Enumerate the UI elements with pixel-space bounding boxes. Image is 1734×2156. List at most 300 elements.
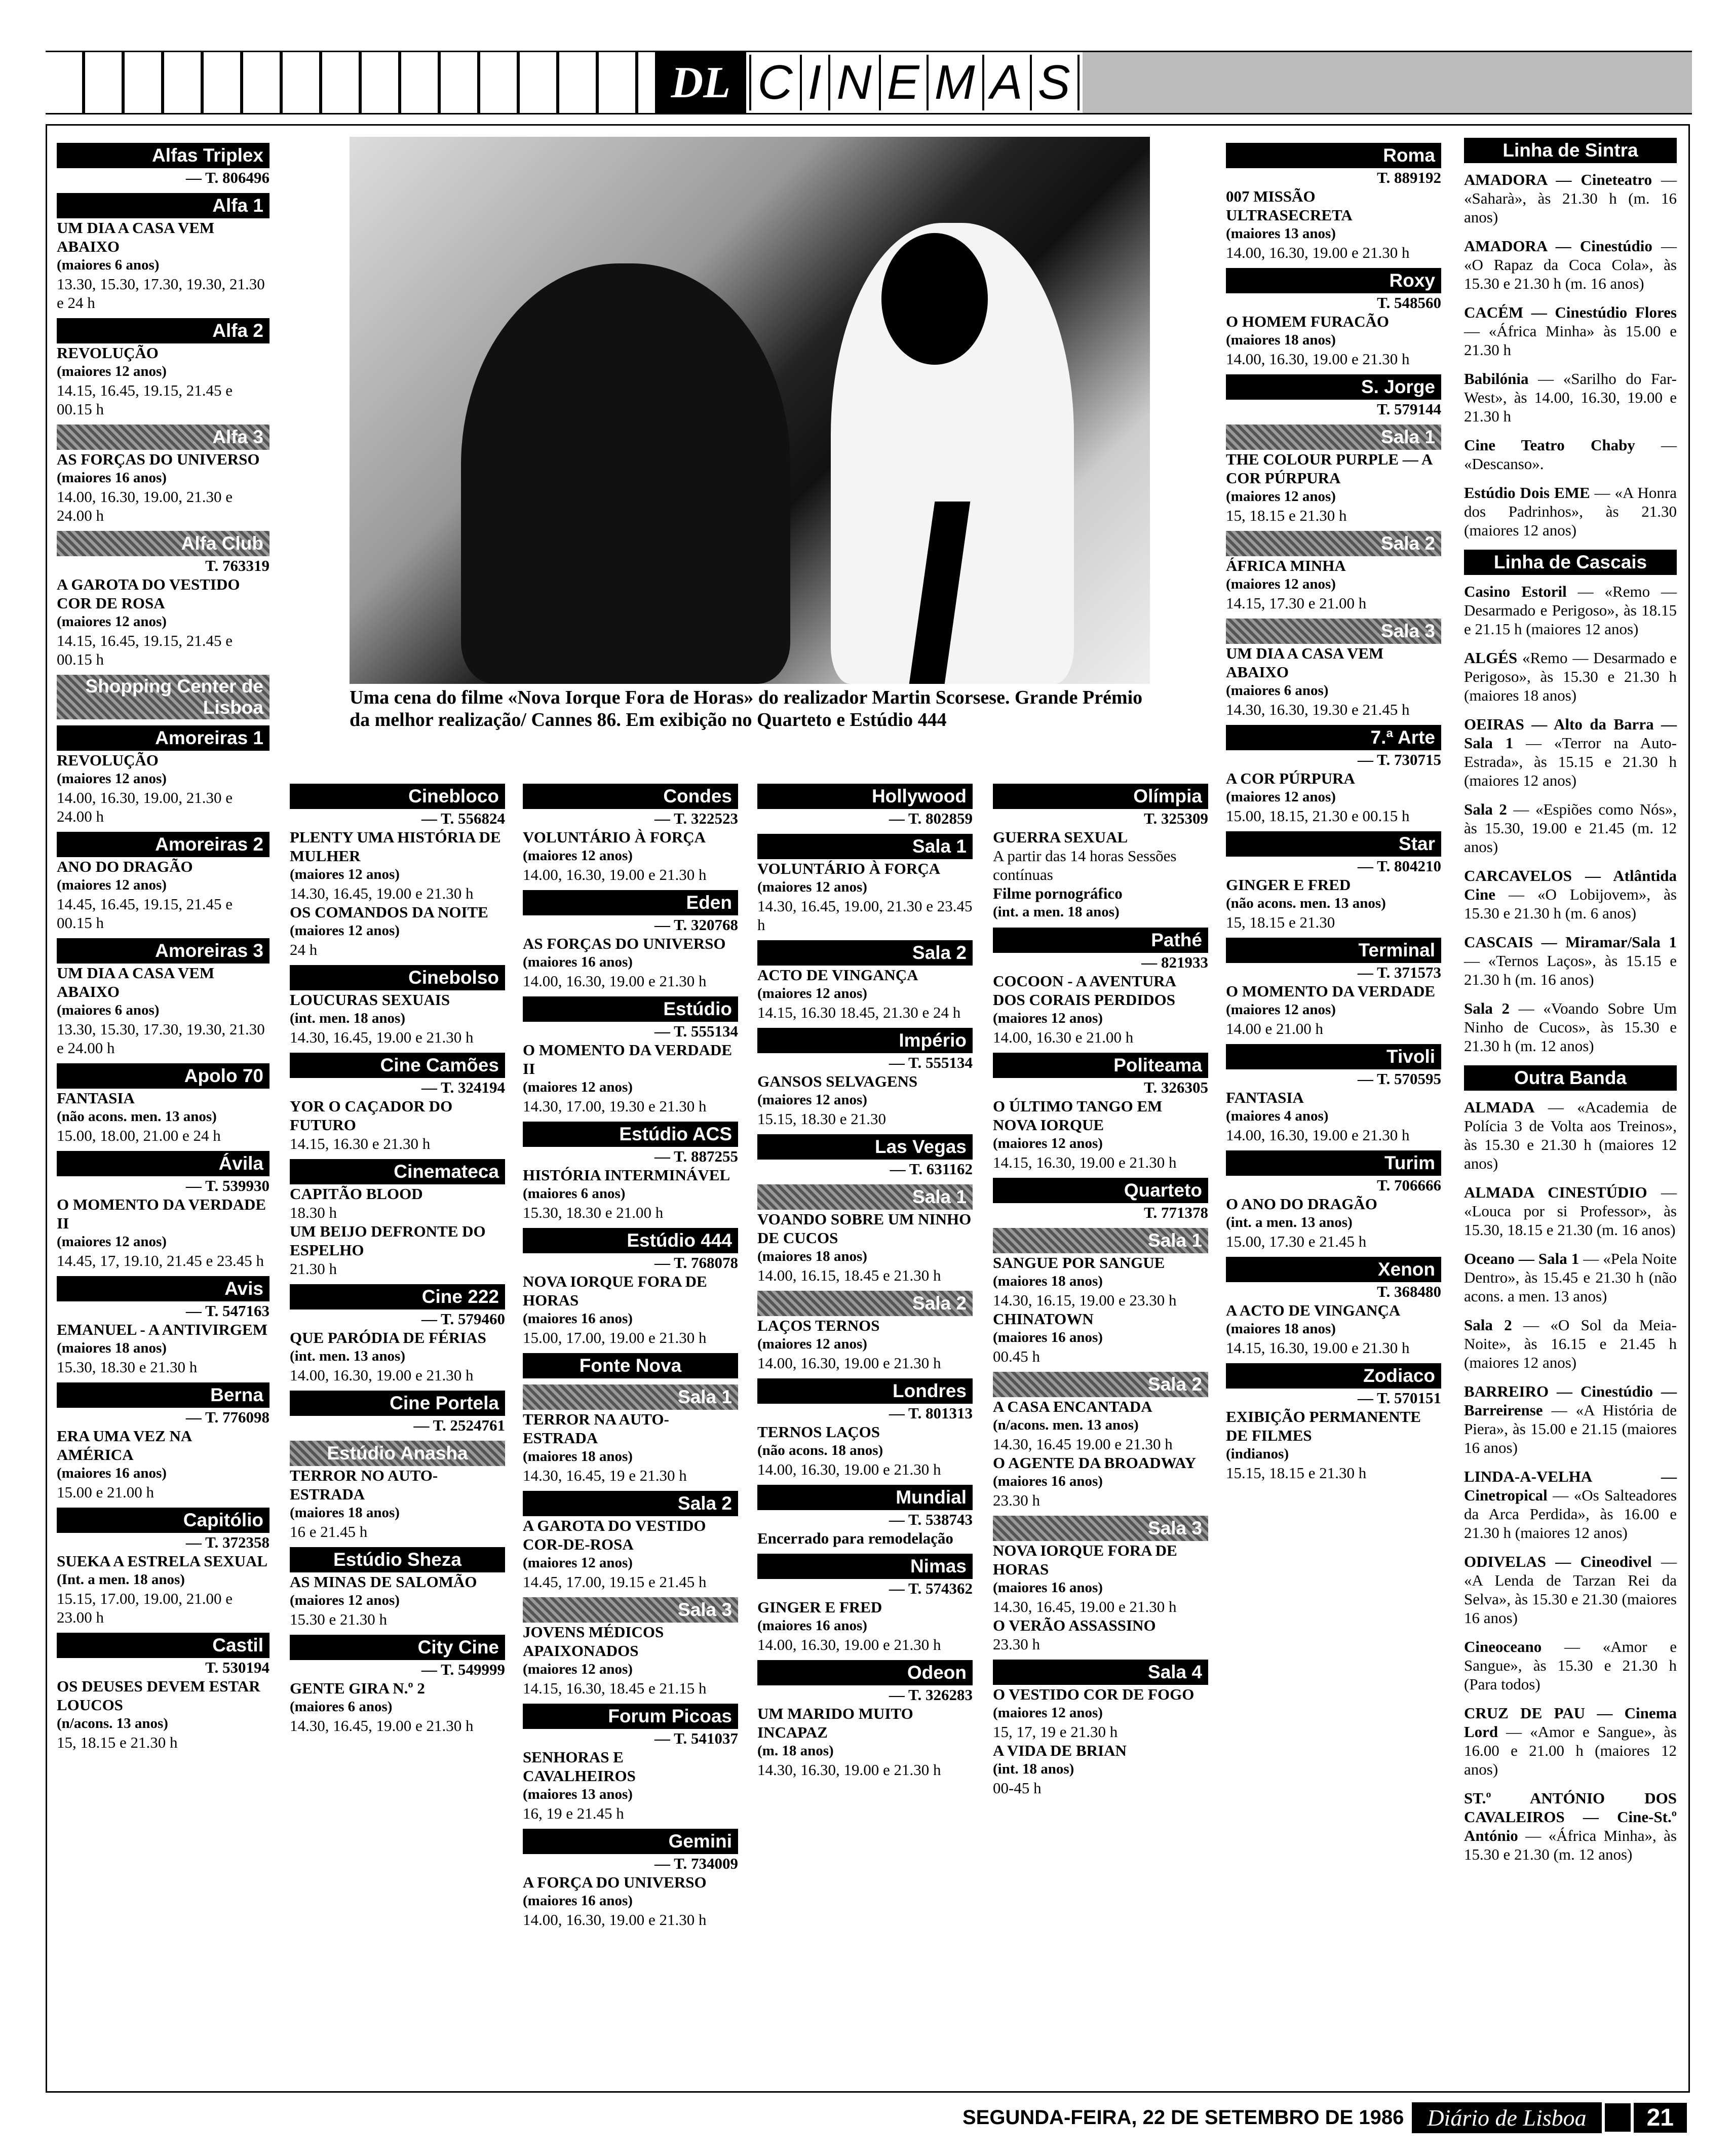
film-title: THE COLOUR PURPLE — A COR PÚRPURA [1226,450,1432,487]
age-rating: (maiores 16 anos) [57,1465,167,1481]
cinema-name: Alfas Triplex [57,143,269,168]
age-rating: (maiores 6 anos) [290,1699,393,1715]
regional-cinema-programme: — «Os Salteadores da Arca Perdida», às 16.00 e 21.30 h (maiores 12 anos) [1464,1486,1677,1542]
listings-column-1 [57,137,269,1754]
showtimes: 00-45 h [993,1779,1042,1797]
regional-cinema-programme: — «Amor e Sangue», às 15.30 e 21.30 h (Para todos) [1464,1638,1677,1693]
cinema-listing [757,834,973,934]
regional-cinema [1464,1183,1677,1239]
cinema-listing [290,1441,505,1541]
age-rating: (maiores 12 anos) [57,771,167,787]
age-rating: (n/acons. 13 anos) [57,1715,168,1731]
showtimes: 14.15, 16.45, 19.15, 21.45 e 00.15 h [57,381,233,418]
cinema-listing [757,1554,973,1654]
regional-cinema [1464,1382,1677,1457]
regional-cinema-programme: — «Louca por si Professor», às 15.30, 18.15 e 21.30 (m. 16 anos) [1464,1183,1677,1239]
showtimes: 14.30, 16.15, 19.00 e 23.30 h [993,1291,1177,1309]
cinema-phone: T. 763319 [205,557,269,574]
showtimes: 14.00 e 21.00 h [1226,1020,1324,1037]
cinema-listing [290,784,505,959]
showtimes: 14.15, 16.30 18.45, 21.30 e 24 h [757,1004,961,1021]
film-title: NOVA IORQUE FORA DE HORAS [523,1273,707,1309]
film-title: TERROR NO AUTO-ESTRADA [290,1467,438,1503]
showtimes: 14.00, 16.30, 19.00 e 21.30 h [757,1636,941,1653]
masthead-stripe-left [46,52,655,113]
cinema-name: Hollywood [757,784,973,809]
regional-cinema-programme: — «Terror na Auto-Estrada», às 15.15 e 21.30 h (maiores 12 anos) [1464,734,1677,789]
cinema-name: Sala 3 [993,1516,1208,1541]
age-rating: (maiores 18 anos) [1226,1321,1336,1337]
film-title: UM MARIDO MUITO INCAPAZ [757,1705,913,1741]
age-rating: (maiores 16 anos) [993,1473,1103,1489]
cinema-listing [57,832,269,932]
cinema-name: Cinebolso [290,965,505,990]
cinema-phone: — T. 806496 [185,169,269,186]
showtimes: 16, 19 e 21.45 h [523,1804,624,1822]
showtimes: 14.00, 16.30, 19.00 e 21.30 h [523,972,707,990]
film-title: CAPITÃO BLOOD [290,1185,423,1203]
cinema-listing [1226,725,1441,825]
film-title: O VERÃO ASSASSINO [993,1616,1156,1634]
film-title: Encerrado para remodelação [757,1529,953,1547]
age-rating: (maiores 12 anos) [757,985,867,1002]
film-title: OS COMANDOS DA NOITE [290,903,488,921]
cinema-listing [1226,1044,1441,1144]
age-rating: (maiores 6 anos) [523,1185,626,1202]
age-rating: (maiores 12 anos) [290,1592,400,1608]
cinema-listing [757,1028,973,1128]
age-rating: (maiores 16 anos) [757,1618,867,1634]
cinema-listing [57,193,269,312]
film-title: O MOMENTO DA VERDADE II [523,1041,733,1077]
age-rating: (maiores 16 anos) [523,1311,633,1327]
cinema-name: Tivoli [1226,1044,1441,1069]
showtimes: 15.00, 18.00, 21.00 e 24 h [57,1127,221,1144]
cinema-name: Estúdio Anasha [290,1441,505,1466]
regional-cinema-name: BARREIRO — Cinestúdio — Barreirense [1464,1382,1677,1419]
cinema-name: Condes [523,784,738,809]
showtimes: 14.30, 16.45, 19.00 e 21.30 h [993,1598,1177,1615]
cinema-phone: — T. 776098 [185,1408,269,1426]
cinema-listing [57,1508,269,1627]
cinema-listing [1226,619,1441,719]
listings-column-7 [1464,132,1677,1874]
age-rating: (maiores 12 anos) [57,877,167,893]
regional-cinema [1464,800,1677,856]
regional-cinema-programme: — «Academia de Polícia 3 de Volta aos Treinos», às 15.30 e 21.30 h (maiores 12 anos) [1464,1098,1677,1172]
age-rating: (maiores 12 anos) [523,1661,633,1677]
age-rating: (não acons. 18 anos) [757,1442,883,1458]
showtimes: 14.00, 16.30 e 21.00 h [993,1028,1134,1046]
cinema-name: Sala 2 [757,1291,973,1316]
cinema-phone: — T. 371573 [1357,964,1441,981]
showtimes: 14.15, 16.30, 18.45 e 21.15 h [523,1679,707,1697]
cinema-listing [757,1485,973,1548]
cinema-name: 7.ª Arte [1226,725,1441,750]
cinema-listing [290,965,505,1047]
showtimes: 15.15, 17.00, 19.00, 21.00 e 23.00 h [57,1590,233,1626]
cinema-name: Olímpia [993,784,1208,809]
regional-cinema [1464,648,1677,705]
cinema-name: Ávila [57,1151,269,1176]
cinema-name: Sala 2 [757,940,973,966]
cinema-name: Turim [1226,1150,1441,1176]
film-title: ÁFRICA MINHA [1226,557,1346,574]
listings-column-5 [993,778,1208,1799]
showtimes: 14.00, 16.15, 18.45 e 21.30 h [757,1266,941,1284]
region-listings [1464,1098,1677,1864]
showtimes: 14.00, 16.30, 19.00 e 21.30 h [1226,350,1410,368]
age-rating: (maiores 4 anos) [1226,1108,1329,1124]
film-title: TERNOS LAÇOS [757,1423,880,1441]
photo-caption: Uma cena do filme «Nova Iorque Fora de Horas» do realizador Martin Scorsese. Grande Prémio da melhor realização/ Cannes 86. Em exibição no Quarteto e Estúdio 444 [350,687,1143,730]
showtimes: 14.45, 16.45, 19.15, 21.45 e 00.15 h [57,895,233,932]
cinema-listing [1226,938,1441,1038]
film-title: O HOMEM FURACÃO [1226,313,1390,330]
film-title: VOLUNTÁRIO À FORÇA [757,860,941,877]
masthead-stripe-right [1083,52,1692,113]
cinema-name: Berna [57,1382,269,1408]
cinema-listing [523,1491,738,1591]
regional-cinema-name: OEIRAS — Alto da Barra — Sala 1 [1464,715,1677,752]
film-title: AS FORÇAS DO UNIVERSO [523,935,726,952]
age-rating: (maiores 12 anos) [523,848,633,864]
cinema-name: Cinebloco [290,784,505,809]
title-letter: E [879,55,929,110]
showtimes: 15.15, 18.15 e 21.30 h [1226,1464,1367,1482]
regional-cinema [1464,1316,1677,1372]
cinema-name: Cinemateca [290,1159,505,1184]
cinema-phone: — T. 320768 [654,916,738,934]
regional-cinema-programme: «Remo — Desarmado e Perigoso», às 15.30 e 21.30 h (maiores 18 anos) [1464,649,1677,704]
regional-cinema-name: Casino Estoril [1464,583,1567,600]
section-title [746,52,1082,113]
cinema-phone: T. 889192 [1377,169,1441,186]
showtimes: 14.00, 16.30, 19.00 e 21.30 h [1226,244,1410,261]
showtimes: 14.15, 16.30, 19.00 e 21.30 h [993,1153,1177,1171]
showtimes: 15.00, 17.00, 19.00 e 21.30 h [523,1329,707,1346]
cinema-phone: — T. 570595 [1357,1070,1441,1088]
showtimes: 15.30 e 21.30 h [290,1610,388,1628]
title-letter: M [927,55,984,110]
regional-cinema-name: ST.º ANTÓNIO DOS CAVALEIROS — Cine-St.º António [1464,1789,1677,1844]
cinema-listing [290,1635,505,1735]
showtimes: 13.30, 15.30, 17.30, 19.30, 21.30 e 24.00 h [57,1020,265,1057]
regional-cinema [1464,1467,1677,1542]
showtimes: 14.15, 17.30 e 21.00 h [1226,594,1367,612]
cinema-phone: — T. 324194 [421,1079,505,1096]
cinema-name: Sala 1 [1226,425,1441,450]
cinema-name: Roxy [1226,268,1441,293]
age-rating: (int. a men. 13 anos) [1226,1214,1353,1230]
film-title: O MOMENTO DA VERDADE [1226,982,1436,1000]
cinema-listing [290,1159,505,1278]
regional-cinema [1464,1704,1677,1779]
film-title: EXIBIÇÃO PERMANENTE DE FILMES [1226,1408,1421,1444]
cinema-listing [1226,531,1441,612]
showtimes: 18.30 h [290,1204,337,1221]
showtimes: 15.30, 18.30 e 21.00 h [523,1204,664,1221]
regional-cinema-programme: — «Saharà», às 21.30 h (m. 16 anos) [1464,171,1677,226]
film-title: UM DIA A CASA VEM ABAIXO [1226,644,1384,681]
regional-cinema-name: Oceano — Sala 1 [1464,1250,1579,1267]
regional-cinema [1464,1249,1677,1305]
film-title: A GAROTA DO VESTIDO COR DE ROSA [57,575,240,612]
listings-column-2 [290,778,505,1737]
cinema-name: S. Jorge [1226,374,1441,400]
cinema-phone: — T. 804210 [1357,857,1441,875]
film-still-photo [350,137,1150,684]
cinema-name: Mundial [757,1485,973,1510]
film-title: GINGER E FRED [1226,876,1351,894]
cinema-listing [57,1151,269,1270]
film-title: O VESTIDO COR DE FOGO [993,1685,1194,1703]
cinema-name: Alfa 2 [57,318,269,343]
regional-cinema [1464,436,1677,473]
age-rating: (int. men. 13 anos) [290,1348,405,1364]
cinema-listing [523,1704,738,1823]
cinema-name: Fonte Nova [523,1353,738,1378]
cinema-listing [57,425,269,525]
cinema-name: Terminal [1226,938,1441,963]
age-rating: (m. 18 anos) [757,1743,834,1759]
film-title: EMANUEL - A ANTIVIRGEM [57,1321,267,1338]
cinema-phone: — T. 2524761 [413,1416,505,1434]
showtimes: 21.30 h [290,1260,337,1278]
regional-cinema-programme: — «África Minha», às 15.30 e 21.30 (m. 12 anos) [1464,1827,1677,1863]
film-title: AS MINAS DE SALOMÃO [290,1573,477,1591]
age-rating: (maiores 18 anos) [523,1448,633,1465]
cinema-listing [1226,1363,1441,1482]
regional-cinema [1464,999,1677,1055]
cinema-listing [993,1660,1208,1797]
cinema-name: Estúdio [523,996,738,1022]
age-rating: (maiores 13 anos) [1226,225,1336,242]
cinema-phone: T. 706666 [1377,1176,1441,1194]
film-title: YOR O CAÇADOR DO FUTURO [290,1097,453,1134]
regional-cinema-name: ODIVELAS — Cineodivel [1464,1553,1652,1570]
cinema-listing [757,1291,973,1372]
regional-cinema-name: Sala 2 [1464,999,1510,1017]
film-title: A VIDA DE BRIAN [993,1742,1127,1759]
showtimes: 15.00, 18.15, 21.30 e 00.15 h [1226,807,1410,825]
cinema-phone: T. 530194 [205,1659,269,1676]
cinema-phone: — T. 887255 [654,1147,738,1165]
cinema-phone: — T. 734009 [654,1855,738,1872]
page-number: 21 [1634,2103,1687,2133]
cinema-listing [1226,425,1441,525]
cinema-name: Cine 222 [290,1284,505,1310]
cinema-listing [57,1063,269,1145]
age-rating: (maiores 12 anos) [290,866,400,882]
age-rating: (int. men. 18 anos) [290,1010,405,1026]
regional-cinema-programme: — «Ternos Laços», às 15.15 e 21.30 h (m. 16 anos) [1464,952,1677,988]
showtimes: 14.45, 17.00, 19.15 e 21.45 h [523,1573,707,1591]
film-title: SENHORAS E CAVALHEIROS [523,1748,636,1785]
cinema-listing [57,143,269,187]
cinema-listing [993,784,1208,921]
age-rating: (maiores 12 anos) [1226,576,1336,592]
issue-date: SEGUNDA-FEIRA, 22 DE SETEMBRO DE 1986 [962,2106,1404,2129]
age-rating: (maiores 12 anos) [993,1135,1103,1151]
cinema-name: Cine Camões [290,1053,505,1078]
regional-cinema-programme: — «Remo — Desarmado e Perigoso», às 18.15 e 21.15 h (maiores 12 anos) [1464,583,1677,638]
age-rating: (maiores 12 anos) [993,1010,1103,1026]
cinema-name: Alfa Club [57,531,269,556]
regional-cinema-name: ALGÉS [1464,649,1518,667]
region-listings [1464,582,1677,1055]
age-rating: (Int. a men. 18 anos) [57,1571,185,1588]
region-header: Linha de Cascais [1464,550,1677,575]
cinema-phone: — T. 538743 [889,1511,973,1528]
film-title: UM BEIJO DEFRONTE DO ESPELHO [290,1222,486,1259]
showtimes: 24 h [290,941,318,958]
film-title: REVOLUÇÃO [57,344,159,362]
film-title: ANO DO DRAGÃO [57,858,193,875]
cinema-listing [523,1829,738,1929]
cinema-name: Londres [757,1378,973,1404]
film-title: OS DEUSES DEVEM ESTAR LOUCOS [57,1677,260,1714]
showtimes: 00.45 h [993,1348,1040,1365]
showtimes: 15, 17, 19 e 21.30 h [993,1723,1118,1741]
age-rating: (maiores 12 anos) [1226,488,1336,505]
cinema-phone: — T. 556824 [421,810,505,827]
cinema-name: Império [757,1028,973,1053]
age-rating: (maiores 12 anos) [57,613,167,630]
film-title: QUE PARÓDIA DE FÉRIAS [290,1329,486,1346]
cinema-name: Star [1226,831,1441,857]
film-title: GANSOS SELVAGENS [757,1072,918,1090]
showtimes: 14.30, 17.00, 19.30 e 21.30 h [523,1097,707,1115]
title-letter: N [828,55,880,110]
regional-cinema-name: Cineoceano [1464,1638,1542,1655]
regional-cinema [1464,866,1677,922]
cinema-listing [757,1378,973,1479]
regional-cinema-programme: — «Pela Noite Dentro», às 15.45 e 21.30 h (não acons. a men. 13 anos) [1464,1250,1677,1305]
cinema-name: Estúdio Sheza [290,1547,505,1572]
regional-cinema [1464,1637,1677,1693]
cinema-listing [57,1633,269,1752]
film-title: 007 MISSÃO ULTRASECRETA [1226,187,1353,224]
regional-cinema-programme: — «Sarilho do Far-West», às 14.00, 16.30, 19.00 e 21.30 h [1464,370,1677,425]
film-title: FANTASIA [1226,1089,1304,1106]
cinema-name: Gemini [523,1829,738,1854]
cinema-name: Forum Picoas [523,1704,738,1729]
showtimes: 14.00, 16.30, 19.00 e 21.30 h [1226,1126,1410,1144]
cinema-phone: — T. 730715 [1357,751,1441,768]
showtimes: 13.30, 15.30, 17.30, 19.30, 21.30 e 24 h [57,275,265,312]
showtimes: 14.30, 16.45, 19.00, 21.30 e 23.45 h [757,897,973,934]
regional-cinema-name: Estúdio Dois EME [1464,484,1590,502]
cinema-listing [1226,143,1441,262]
cinema-name: Castil [57,1633,269,1658]
cinema-phone: T. 579144 [1377,400,1441,418]
age-rating: (maiores 16 anos) [993,1329,1103,1345]
regional-cinema-name: CASCAIS — Miramar/Sala 1 [1464,933,1677,951]
cinema-name: Sala 1 [993,1228,1208,1253]
cinema-listing [757,1660,973,1779]
cinema-name: Estúdio ACS [523,1122,738,1147]
cinema-listing [1226,1150,1441,1251]
film-title: TERROR NA AUTO-ESTRADA [523,1410,669,1447]
regional-cinema [1464,715,1677,790]
age-rating: (maiores 18 anos) [290,1505,400,1521]
showtimes: 14.30, 16.30, 19.00 e 21.30 h [757,1761,941,1779]
showtimes: 15.15, 18.30 e 21.30 [757,1110,887,1128]
cinema-phone: — T. 570151 [1357,1389,1441,1407]
film-title: UM DIA A CASA VEM ABAIXO [57,964,215,1000]
listings-column-6 [1226,137,1441,1484]
regional-cinema [1464,237,1677,293]
cinema-listing [57,1276,269,1376]
regional-cinema [1464,303,1677,359]
film-title: VOLUNTÁRIO À FORÇA [523,828,706,846]
cinema-listing [1226,1257,1441,1357]
cinema-listing [993,1516,1208,1653]
cinema-name: Estúdio 444 [523,1228,738,1253]
regional-cinema-programme: — «A Honra dos Padrinhos», às 21.30 (maiores 12 anos) [1464,484,1677,539]
cinema-phone: — T. 372358 [185,1533,269,1551]
regional-cinema-programme: — «Voando Sobre Um Ninho de Cucos», às 15.30 e 21.30 h (m. 12 anos) [1464,999,1677,1055]
cinema-phone: — T. 574362 [889,1580,973,1597]
cinema-listing [1226,374,1441,418]
cinema-listing [57,531,269,669]
cinema-phone: T. 771378 [1144,1204,1208,1221]
newspaper-name: Diário de Lisboa [1412,2102,1601,2133]
regional-cinema [1464,933,1677,989]
film-title: UM DIA A CASA VEM ABAIXO [57,219,215,255]
cinema-listing [523,1597,738,1698]
showtimes: 14.15, 16.45, 19.15, 21.45 e 00.15 h [57,632,233,668]
showtimes: 14.30, 16.45 19.00 e 21.30 h [993,1435,1173,1453]
cinema-phone: — T. 539930 [185,1177,269,1195]
age-rating: (maiores 18 anos) [993,1273,1103,1289]
film-title: A GAROTA DO VESTIDO COR-DE-ROSA [523,1517,706,1553]
cinema-name: Xenon [1226,1257,1441,1282]
cinema-listing [523,1353,738,1378]
cinema-name: Nimas [757,1554,973,1579]
cinema-phone: — T. 579460 [421,1310,505,1328]
film-title: HISTÓRIA INTERMINÁVEL [523,1166,730,1184]
showtimes: 15.00, 17.30 e 21.45 h [1226,1233,1367,1250]
film-title: O MOMENTO DA VERDADE II [57,1196,266,1232]
regional-cinema-name: CARCAVELOS — Atlântida Cine [1464,867,1677,903]
cinema-name: Alfa 1 [57,193,269,218]
cinema-listing [523,1384,738,1485]
age-rating: (maiores 13 anos) [523,1786,633,1802]
showtimes: 14.00, 16.30, 19.00 e 21.30 h [523,866,707,883]
cinema-phone: — T. 547163 [185,1302,269,1320]
regional-cinema [1464,483,1677,540]
title-letter: C [749,55,801,110]
age-rating: (indianos) [1226,1446,1289,1462]
age-rating: (maiores 16 anos) [523,1893,633,1909]
cinema-listing [57,675,269,719]
cinema-phone: T. 326305 [1144,1079,1208,1096]
cinema-listing [523,1122,738,1222]
cinema-name: Cine Portela [290,1391,505,1416]
film-title: VOANDO SOBRE UM NINHO DE CUCOS [757,1210,972,1247]
showtimes: 14.00, 16.30, 19.00, 21.30 e 24.00 h [57,789,233,825]
cinema-listing [993,928,1208,1047]
age-rating: (maiores 12 anos) [757,1092,867,1108]
dl-logo: DL [655,52,746,113]
film-title: Filme pornográfico [993,884,1123,902]
cinema-name: Quarteto [993,1178,1208,1203]
cinema-name: Sala 2 [523,1491,738,1516]
film-title: O AGENTE DA BROADWAY [993,1454,1197,1472]
regional-cinema-programme: — «O Sol da Meia-Noite», às 16.15 e 21.45 h (maiores 12 anos) [1464,1316,1677,1371]
